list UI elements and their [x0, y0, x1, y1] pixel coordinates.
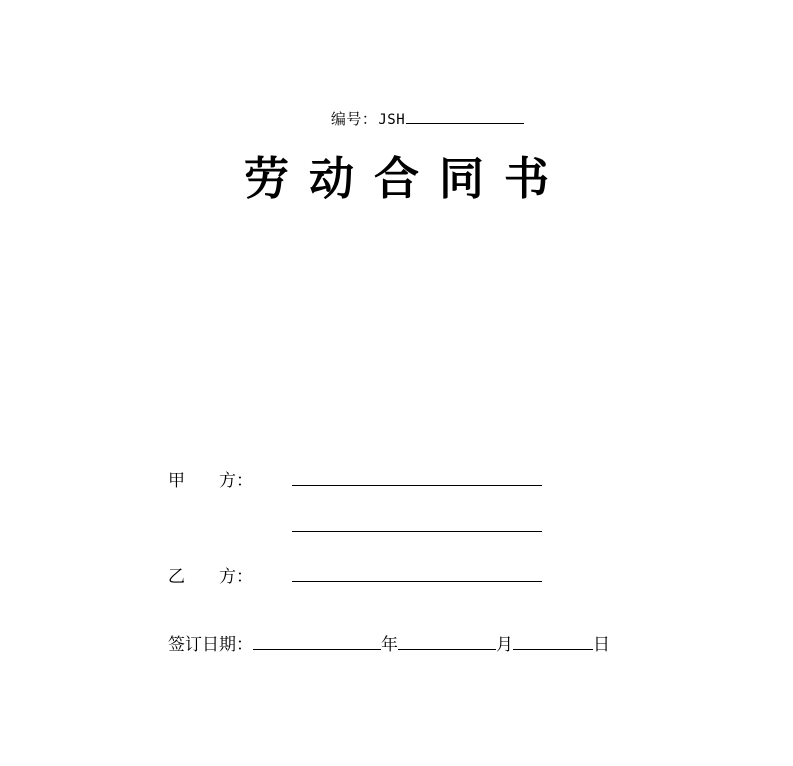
serial-number-group [331, 108, 524, 129]
serial-number-label: 编号： [330, 110, 378, 128]
signing-date-day-unit: 日 [593, 635, 610, 655]
field-row-party-a [0, 466, 793, 514]
field-row-party-a-continuation [0, 514, 793, 562]
signing-date-row [0, 630, 793, 655]
party-a-continuation-blank[interactable] [292, 514, 542, 532]
signing-date-year-unit: 年 [381, 635, 398, 655]
party-a-label: 甲 方： [168, 471, 253, 491]
page-title: 劳动合同书 [243, 152, 569, 205]
signing-date-day-blank[interactable] [513, 632, 593, 650]
serial-number-row [0, 108, 793, 129]
serial-number-blank[interactable] [406, 109, 524, 124]
signing-date-month-unit: 月 [496, 635, 513, 655]
field-row-party-b [0, 562, 793, 610]
signing-date-label: 签订日期： [168, 635, 253, 655]
signing-date-year-blank[interactable] [253, 632, 381, 650]
party-b-blank[interactable] [292, 564, 542, 582]
signing-date-month-blank[interactable] [398, 632, 496, 650]
party-fields [0, 466, 793, 610]
party-b-label: 乙 方： [168, 567, 253, 587]
serial-number-prefix: JSH [378, 112, 406, 128]
party-a-blank[interactable] [292, 468, 542, 486]
